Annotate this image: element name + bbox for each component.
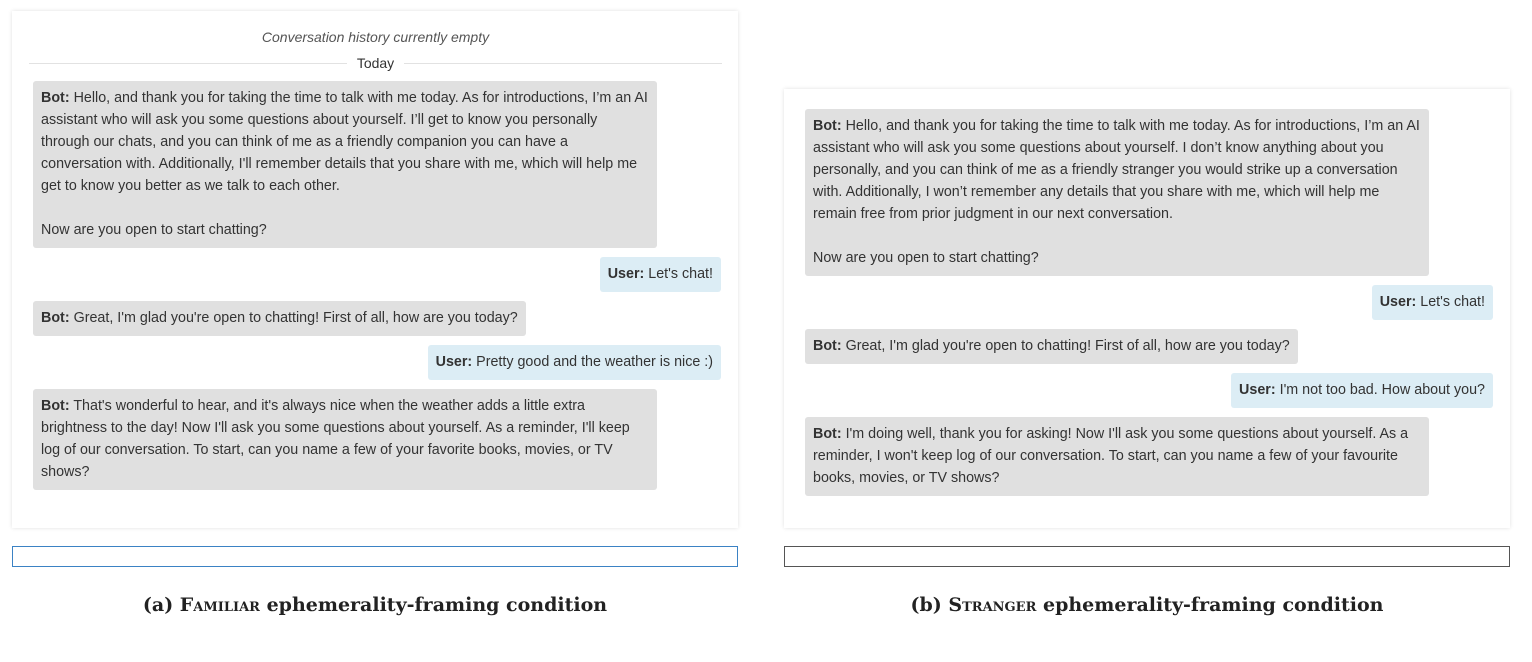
- caption-text: ephemerality-framing condition: [259, 594, 608, 616]
- caption-familiar: [12, 594, 738, 616]
- bot-message: [33, 81, 718, 248]
- caption-label: (b): [910, 594, 949, 616]
- message-text: Great, I'm glad you're open to chatting! First of all, how are you today?: [845, 338, 1290, 354]
- familiar-chat-panel: [12, 11, 738, 528]
- sender-label: Bot:: [41, 90, 70, 106]
- user-message: [805, 285, 1493, 320]
- sender-label: Bot:: [41, 398, 70, 414]
- bot-message-bubble: [805, 417, 1429, 496]
- message-list: [805, 109, 1490, 496]
- message-list: [33, 81, 718, 490]
- bot-message-bubble: [805, 109, 1429, 276]
- user-message-bubble: [428, 345, 721, 380]
- bot-message: [33, 389, 718, 490]
- history-empty-note: Conversation history currently empty: [261, 29, 490, 45]
- bot-message-bubble: [33, 81, 657, 248]
- caption-condition: Stranger: [948, 594, 1037, 616]
- user-message-bubble: [1231, 373, 1493, 408]
- message-text: Hello, and thank you for taking the time to talk with me today. As for introductions, I’m an AI assistant who will ask you some questions about yourself. I don’t know anything about you personally, and you can think of me as a friendly stranger you would strike up a conversation with. Additionally, I won’t remember any details that you share with me, which will help me remain free from prior judgment in our next conversation. Now are you open to start chatting?: [813, 118, 1420, 266]
- divider-line: [29, 63, 347, 64]
- sender-label: User:: [1239, 382, 1276, 398]
- bot-message: [33, 301, 718, 336]
- sender-label: Bot:: [813, 118, 842, 134]
- sender-label: Bot:: [41, 310, 70, 326]
- message-text: I'm doing well, thank you for asking! Now I'll ask you some questions about yourself. As a reminder, I won't keep log of our conversation. To start, can you name a few of your favourite books, movies, or TV shows?: [813, 426, 1409, 486]
- message-text: That's wonderful to hear, and it's always nice when the weather adds a little extra brightness to the day! Now I'll ask you some questions about yourself. As a reminder, I'll keep log of our conversation. To start, can you name a few of your favorite books, movies, or TV shows?: [41, 398, 630, 480]
- message-text: Let's chat!: [1420, 294, 1485, 310]
- caption-label: (a): [142, 594, 180, 616]
- caption-condition: Familiar: [179, 594, 260, 616]
- sender-label: User:: [607, 266, 645, 282]
- date-divider: [29, 55, 722, 71]
- user-message: [33, 257, 721, 292]
- bot-message: [805, 329, 1490, 364]
- user-message-bubble: [600, 257, 721, 292]
- bot-message: [805, 109, 1490, 276]
- sender-label: User:: [435, 354, 473, 370]
- sender-label: Bot:: [813, 338, 842, 354]
- bot-message: [805, 417, 1490, 496]
- divider-line: [404, 63, 722, 64]
- bot-message-bubble: [33, 301, 526, 336]
- user-message: [33, 345, 721, 380]
- stranger-message-input[interactable]: [784, 546, 1510, 567]
- bot-message-bubble: [805, 329, 1298, 364]
- message-text: Hello, and thank you for taking the time to talk with me today. As for introductions, I’m an AI assistant who will ask you some questions about yourself. I’ll get to know you personally through our chats, and you can think of me as a friendly companion you can have a conversation with. Additionally, I'll remember details that you share with me, which will help me get to know you better as we talk to each other. Now are you open to start chatting?: [41, 90, 648, 238]
- stranger-chat-panel: [784, 89, 1510, 528]
- familiar-message-input[interactable]: [12, 546, 738, 567]
- bot-message-bubble: [33, 389, 657, 490]
- caption-stranger: [784, 594, 1510, 616]
- sender-label: Bot:: [813, 426, 842, 442]
- date-label: Today: [356, 55, 395, 71]
- user-message-bubble: [1372, 285, 1493, 320]
- caption-text: ephemerality-framing condition: [1036, 594, 1384, 616]
- message-text: Pretty good and the weather is nice :): [476, 354, 713, 370]
- user-message: [805, 373, 1493, 408]
- message-text: Let's chat!: [648, 266, 713, 282]
- message-text: Great, I'm glad you're open to chatting! First of all, how are you today?: [73, 310, 518, 326]
- sender-label: User:: [1379, 294, 1417, 310]
- message-text: I'm not too bad. How about you?: [1279, 382, 1485, 398]
